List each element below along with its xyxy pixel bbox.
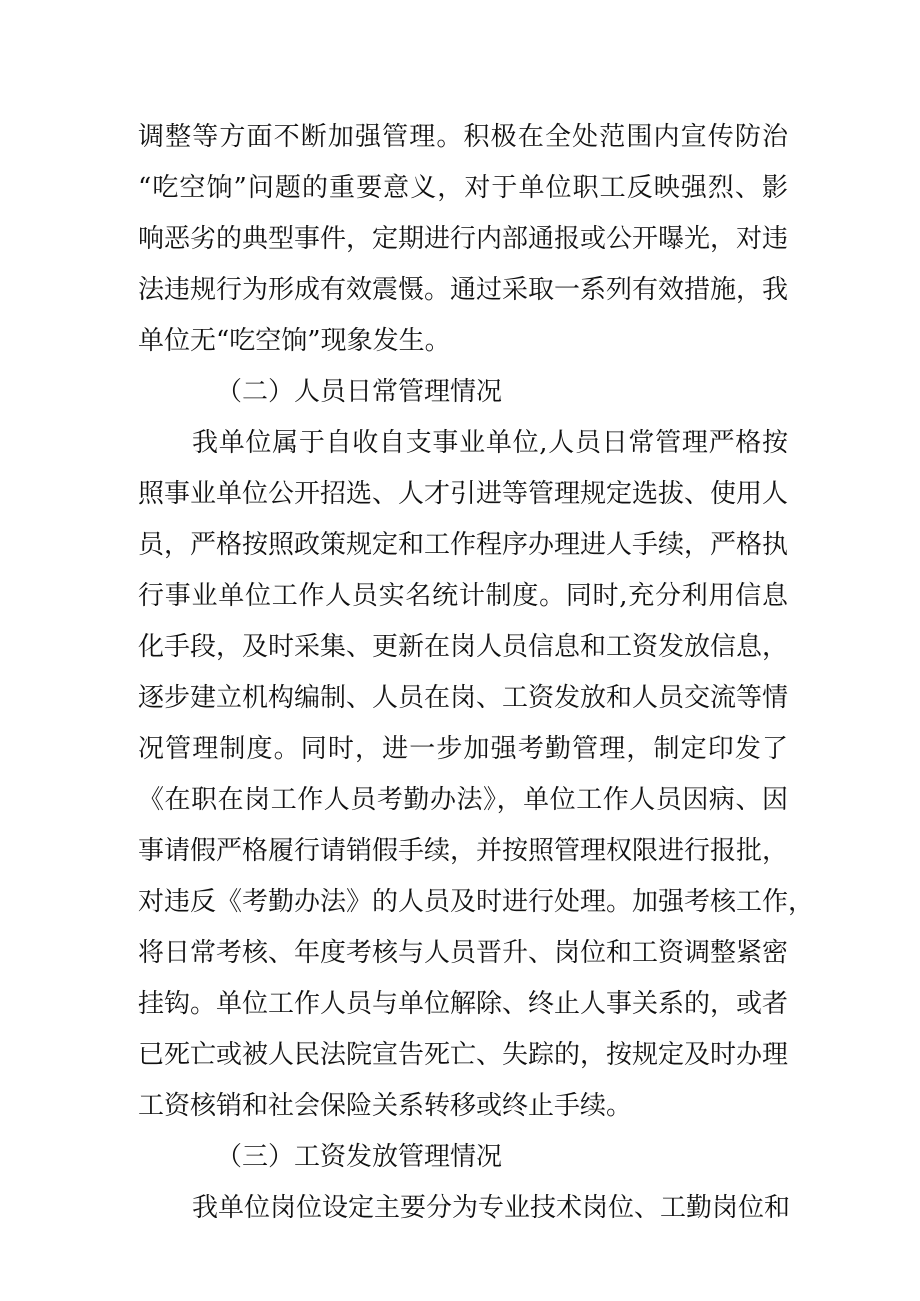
text-line: 法违规行为形成有效震慑。通过采取一系列有效措施，我 [138,275,789,305]
text-line: 对违反《考勤办法》的人员及时进行处理。加强考核工作， [138,887,815,917]
text-line: 挂钩。单位工作人员与单位解除、终止人事关系的，或者 [138,989,789,1019]
text-line: 逐步建立机构编制、人员在岗、工资发放和人员交流等情 [138,683,789,713]
text-line: 我单位属于自收自支事业单位,人员日常管理严格按 [192,428,788,458]
text-line: 工资核销和社会保险关系转移或终止手续。 [138,1091,633,1121]
section-heading: （二）人员日常管理情况 [216,377,503,407]
text-line: 将日常考核、年度考核与人员晋升、岗位和工资调整紧密 [138,938,789,968]
text-line: “吃空饷”问题的重要意义，对于单位职工反映强烈、影 [138,173,788,203]
text-line: 调整等方面不断加强管理。积极在全处范围内宣传防治 [138,122,788,152]
text-line: 《在职在岗工作人员考勤办法》，单位工作人员因病、因 [138,785,788,815]
text-line: 我单位岗位设定主要分为专业技术岗位、工勤岗位和 [192,1193,791,1223]
text-line: 事请假严格履行请销假手续，并按照管理权限进行报批， [138,836,789,866]
text-line: 单位无“吃空饷”现象发生。 [138,326,451,356]
text-line: 已死亡或被人民法院宣告死亡、失踪的，按规定及时办理 [138,1040,789,1070]
text-line: 化手段，及时采集、更新在岗人员信息和工资发放信息， [138,632,789,662]
text-line: 照事业单位公开招选、人才引进等管理规定选拔、使用人 [138,479,789,509]
section-heading: （三）工资发放管理情况 [216,1142,503,1172]
text-line: 况管理制度。同时，进一步加强考勤管理，制定印发了 [138,734,788,764]
text-line: 员，严格按照政策规定和工作程序办理进人手续，严格执 [138,530,789,560]
text-line: 响恶劣的典型事件，定期进行内部通报或公开曝光，对违 [138,224,789,254]
text-line: 行事业单位工作人员实名统计制度。同时,充分利用信息 [138,581,788,611]
